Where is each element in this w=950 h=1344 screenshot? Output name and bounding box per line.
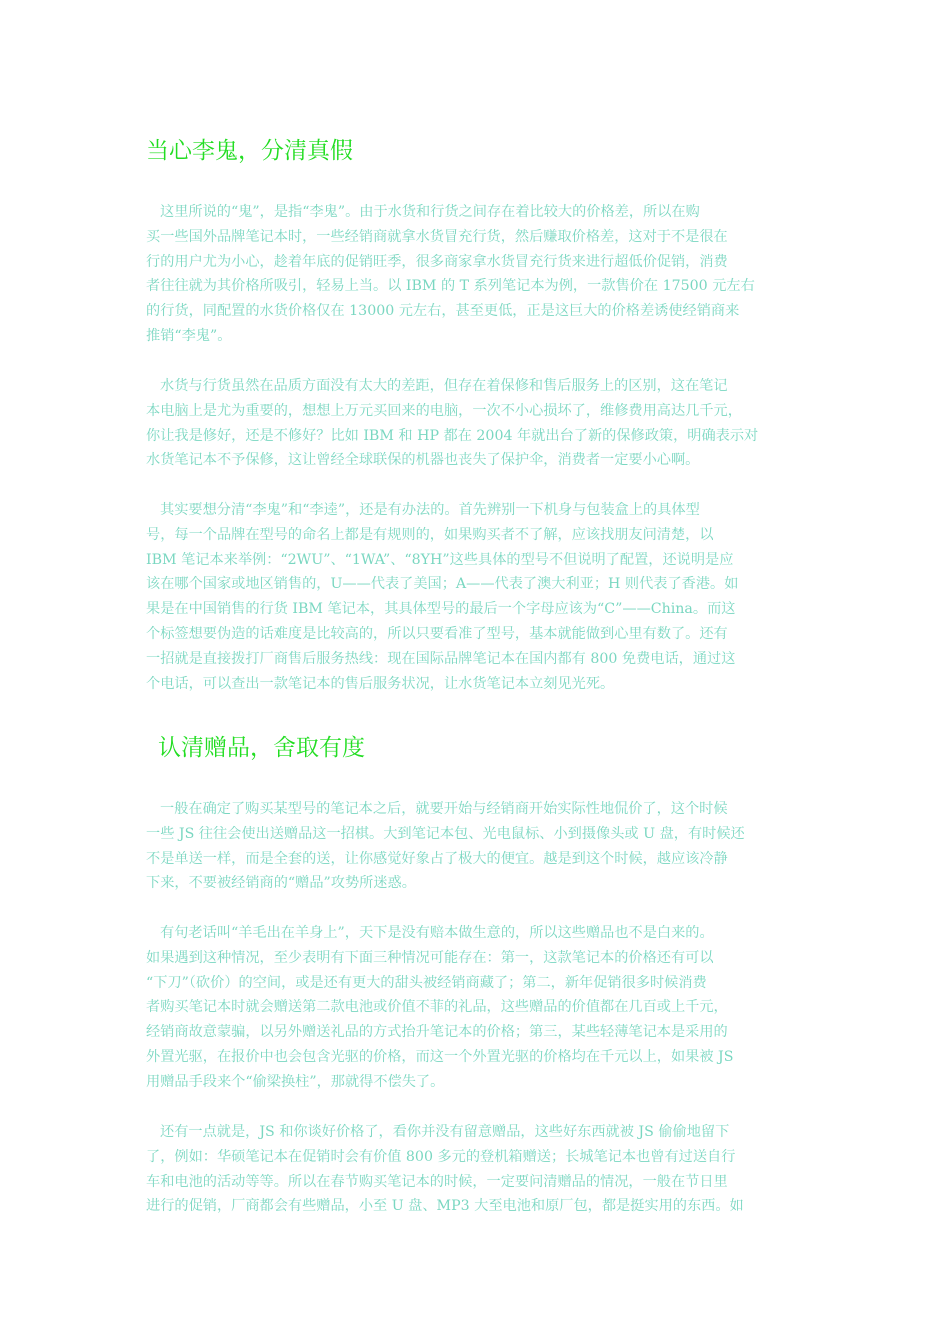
paragraph: [146, 498, 806, 696]
text-line: 推销“李鬼”。: [146, 327, 232, 344]
text-line: 不是单送一样，而是全套的送，让你感觉好象占了极大的便宜。越是到这个时候，越应该冷静: [146, 850, 728, 867]
text-line: 其实要想分清“李鬼”和“李逵”，还是有办法的。首先辨别一下机身与包装盒上的具体型: [160, 502, 700, 518]
text-line: 水货笔记本不予保修，这让曾经全球联保的机器也丧失了保护伞，消费者一定要小心啊。: [146, 452, 700, 469]
paragraph: [146, 797, 806, 896]
text-line: 水货与行货虽然在品质方面没有太大的差距，但存在着保修和售后服务上的区别，这在笔记: [160, 378, 728, 394]
text-line: 该在哪个国家或地区销售的，U——代表了美国；A——代表了澳大利亚；H 则代表了香港。如: [146, 576, 739, 593]
text-line: 行的用户尤为小心，趁着年底的促销旺季，很多商家拿水货冒充行货来进行超低价促销，消费: [146, 253, 728, 270]
text-line: 外置光驱，在报价中也会包含光驱的价格，而这一个外置光驱的价格均在千元以上，如果被 JS: [146, 1048, 734, 1065]
text-line: 经销商故意蒙骗，以另外赠送礼品的方式抬升笔记本的价格；第三，某些轻薄笔记本是采用的: [146, 1024, 728, 1041]
text-line: 果是在中国销售的行货 IBM 笔记本，其具体型号的最后一个字母应该为“C”——China。而这: [146, 601, 736, 618]
section-heading-gifts: 认清赠品，舍取有度: [158, 735, 365, 761]
text-line: 本电脑上是尤为重要的，想想上万元买回来的电脑，一次不小心损坏了，维修费用高达几千元，: [146, 402, 742, 419]
text-line: 下来，不要被经销商的“赠品”攻势所迷惑。: [146, 875, 416, 892]
text-line: 如果遇到这种情况，至少表明有下面三种情况可能存在：第一，这款笔记本的价格还有可以: [146, 949, 714, 966]
text-line: 者购买笔记本时就会赠送第二款电池或价值不菲的礼品，这些赠品的价值都在几百或上千元，: [146, 999, 728, 1016]
text-line: 有句老话叫“羊毛出在羊身上”，天下是没有赔本做生意的，所以这些赠品也不是白来的。: [160, 925, 714, 941]
text-line: 了，例如：华硕笔记本在促销时会有价值 800 多元的登机箱赠送；长城笔记本也曾有过送自行: [146, 1148, 736, 1165]
paragraph: [146, 200, 806, 349]
text-line: 个电话，可以查出一款笔记本的售后服务状况，让水货笔记本立刻见光死。: [146, 675, 615, 692]
text-line: 还有一点就是，JS 和你谈好价格了，看你并没有留意赠品，这些好东西就被 JS 偷偷地留下: [160, 1124, 730, 1140]
text-line: 一些 JS 往往会使出送赠品这一招棋。大到笔记本包、光电鼠标、小到摄像头或 U 盘，有时候还: [146, 825, 745, 842]
paragraph: [146, 374, 806, 473]
text-line: 一般在确定了购买某型号的笔记本之后，就要开始与经销商开始实际性地侃价了，这个时候: [160, 801, 728, 817]
text-line: IBM 笔记本来举例：“2WU”、“1WA”、“8YH”这些具体的型号不但说明了配置，还说明是应: [146, 551, 734, 568]
text-line: 进行的促销，厂商都会有些赠品，小至 U 盘、MP3 大至电池和原厂包，都是挺实用的东西。如: [146, 1198, 744, 1215]
text-line: 者往往就为其价格所吸引，轻易上当。以 IBM 的 T 系列笔记本为例，一款售价在 17500 元左右: [146, 278, 755, 295]
text-line: 个标签想要伪造的话难度是比较高的，所以只要看准了型号，基本就能做到心里有数了。还有: [146, 625, 728, 642]
text-line: 你让我是修好，还是不修好？比如 IBM 和 HP 都在 2004 年就出台了新的保修政策，明确表示对: [146, 427, 759, 444]
section-heading-fake-goods: 当心李鬼，分清真假: [146, 138, 353, 164]
text-line: 车和电池的活动等等。所以在春节购买笔记本的时候，一定要问清赠品的情况，一般在节日里: [146, 1173, 728, 1190]
text-line: 买一些国外品牌笔记本时，一些经销商就拿水货冒充行货，然后赚取价格差，这对于不是很在: [146, 228, 728, 245]
paragraph: [146, 921, 806, 1095]
text-line: 的行货，同配置的水货价格仅在 13000 元左右，甚至更低，正是这巨大的价格差诱使经销商来: [146, 303, 740, 320]
text-line: 用赠品手段来个“偷梁换柱”，那就得不偿失了。: [146, 1073, 445, 1090]
text-line: 号，每一个品牌在型号的命名上都是有规则的，如果购买者不了解，应该找朋友问清楚，以: [146, 526, 714, 543]
text-line: 一招就是直接拨打厂商售后服务热线：现在国际品牌笔记本在国内都有 800 免费电话，通过这: [146, 650, 736, 667]
text-line: 这里所说的“鬼”，是指“李鬼”。由于水货和行货之间存在着比较大的价格差，所以在购: [160, 204, 700, 220]
text-line: “下刀”（砍价）的空间，或是还有更大的甜头被经销商藏了；第二，新年促销很多时候消费: [146, 974, 707, 991]
paragraph: [146, 1120, 806, 1219]
